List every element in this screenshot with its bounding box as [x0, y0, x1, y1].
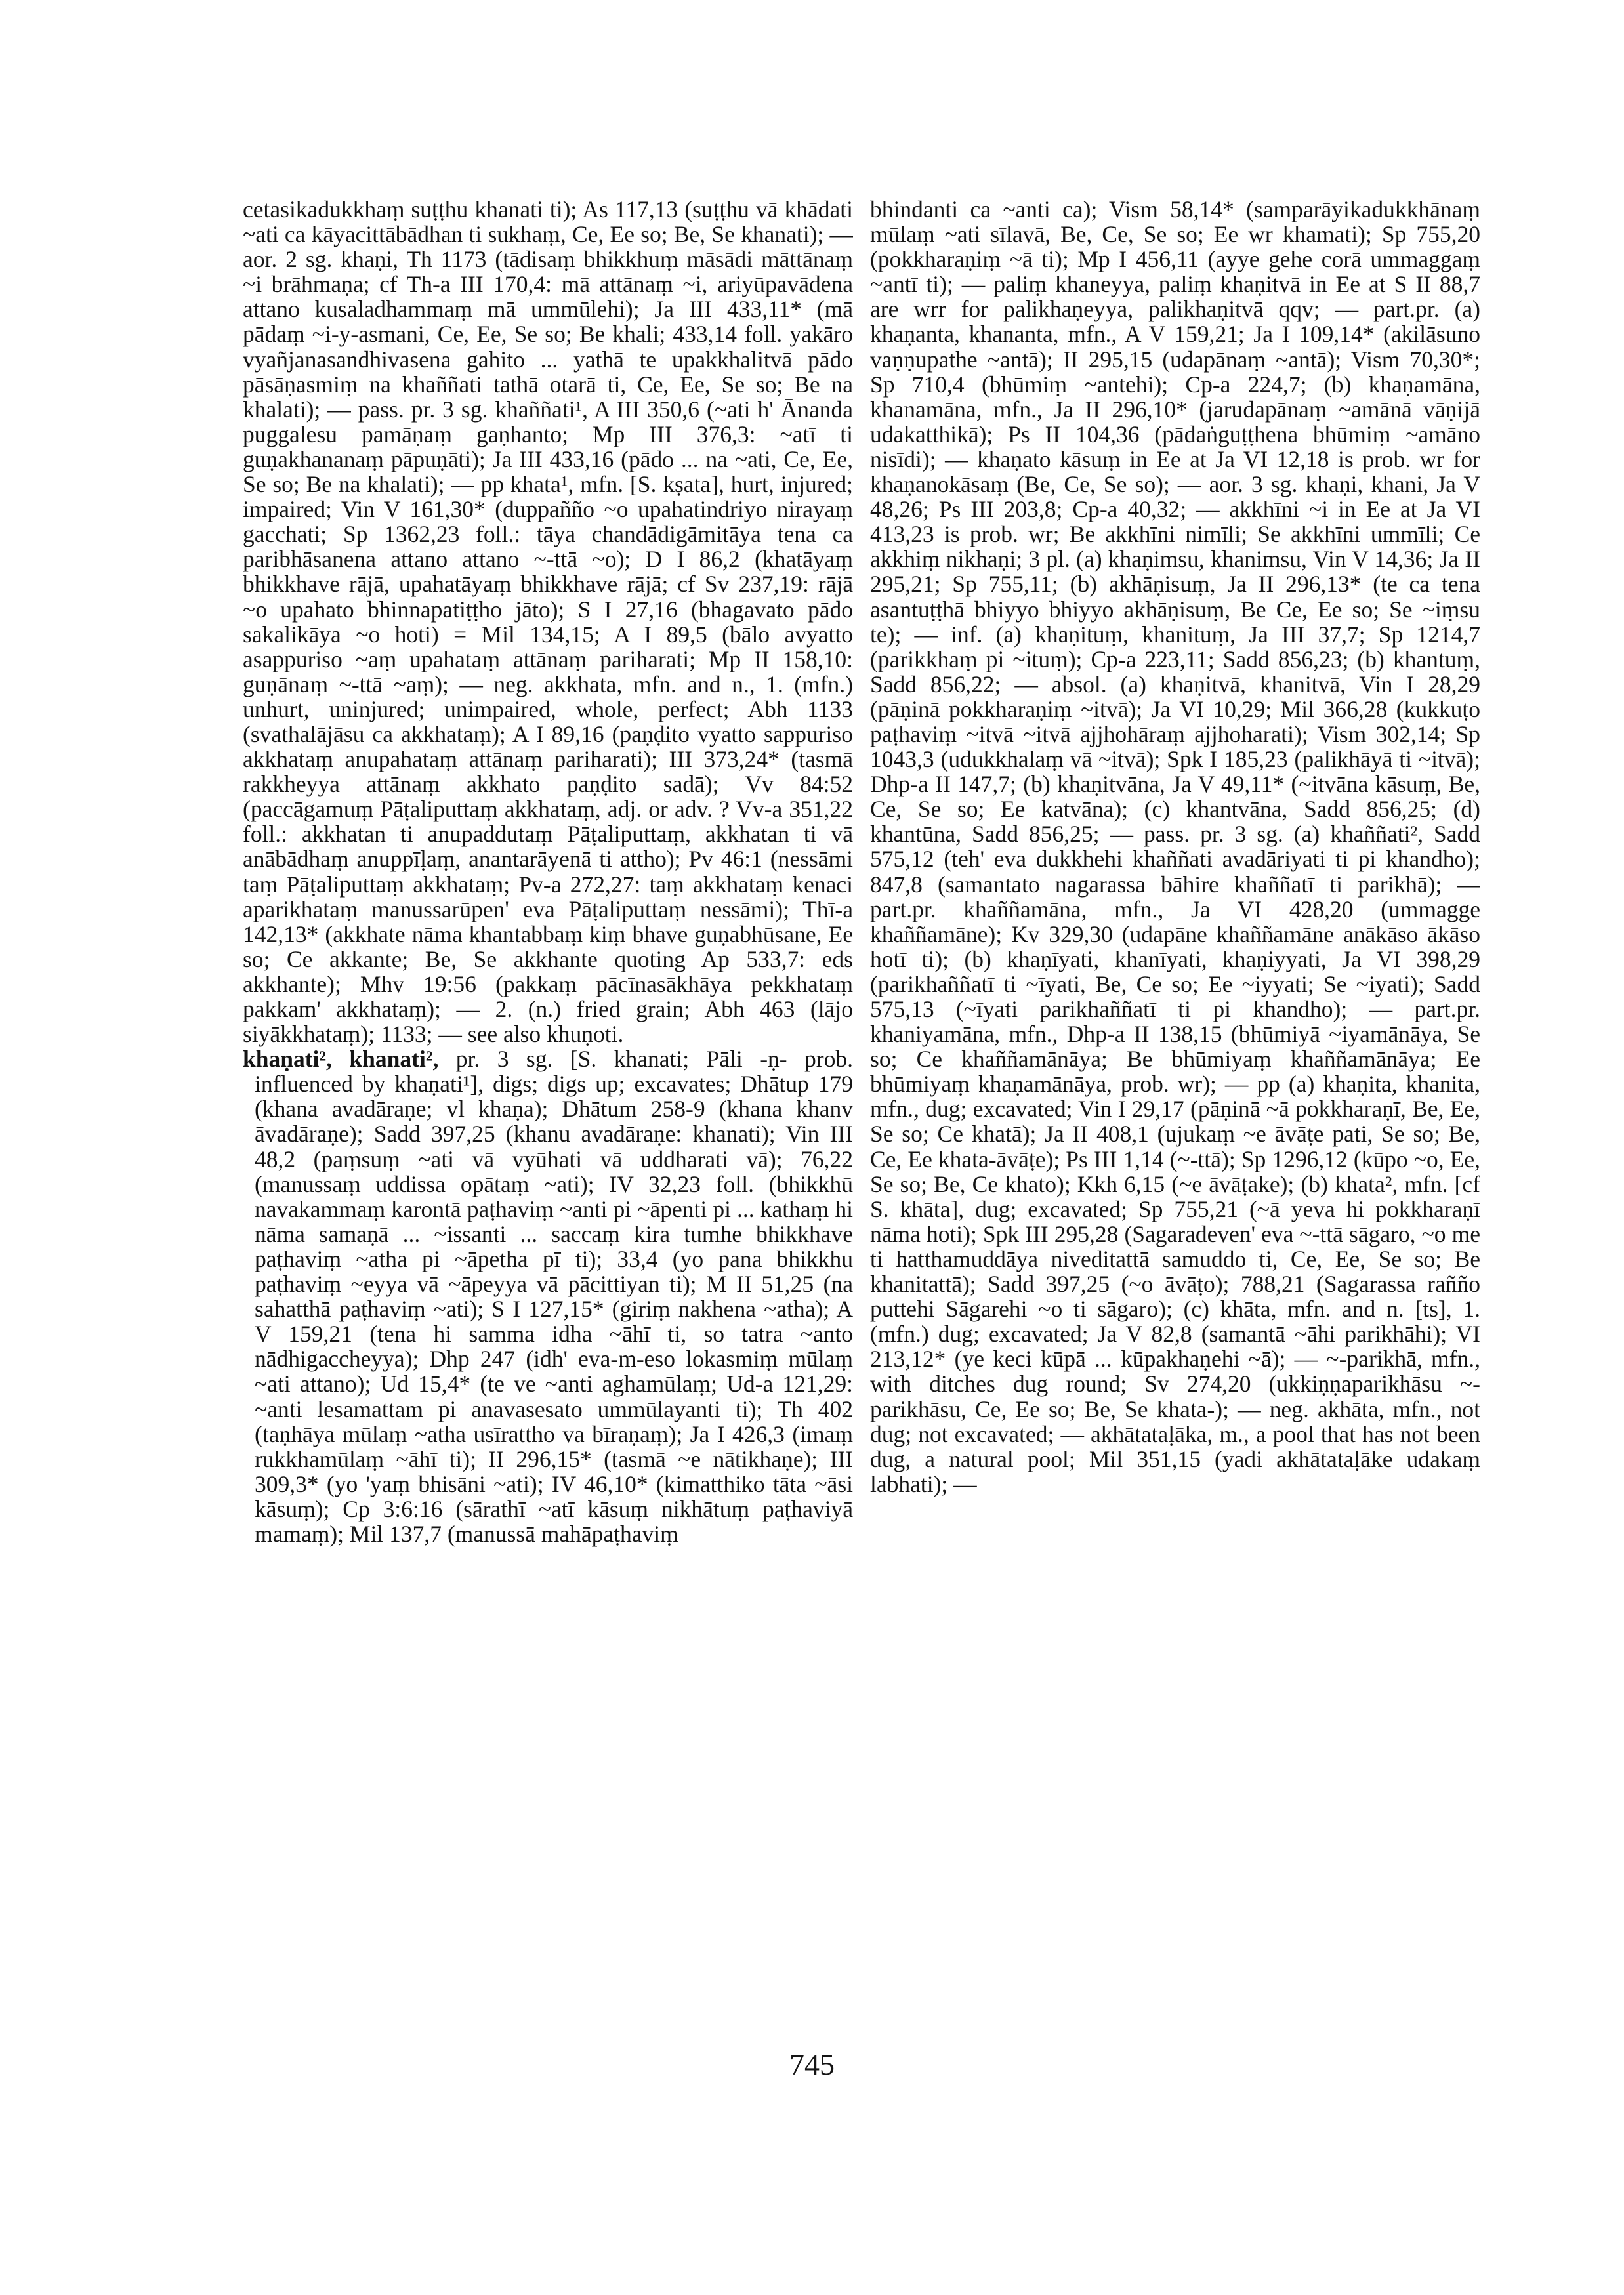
dictionary-entry	[243, 1046, 853, 1546]
entry-continuation: cetasikadukkhaṃ suṭṭhu khanati ti); As 117,13 (suṭṭhu vā khādati ~ati ca kāyacittābādhan ti sukhaṃ, Ce, Ee so; Be, Se khanati); — aor. 2 sg. khaṇi, Th 1173 (tādisaṃ bhikkhuṃ māsādi māttānaṃ ~i brāhmaṇa; cf Th-a III 170,4: mā attānaṃ ~i, ariyūpavādena attano kusaladhammaṃ mā ummūlehi); Ja III 433,11* (mā pādaṃ ~i-y-asmani, Ce, Ee, Se so; Be khali; 433,14 foll. yakāro vyañjanasandhivasena gahito ... yathā te upakkhalitvā pādo pāsāṇasmiṃ na khaññati tathā otarā ti, Ce, Ee, Se so; Be na khalati); — pass. pr. 3 sg. khaññati¹, A III 350,6 (~ati h' Ānanda puggalesu pamāṇaṃ gaṇhanto; Mp III 376,3: ~atī ti guṇakhananaṃ pāpuṇāti); Ja III 433,16 (pādo ... na ~ati, Ce, Ee, Se so; Be na khalati); — pp khata¹, mfn. [S. kṣata], hurt, injured; impaired; Vin V 161,30* (duppañño ~o upahatindriyo nirayaṃ gacchati; Sp 1362,23 foll.: tāya chandādigāmitāya tena ca paribhāsanena attano attano ~-ttā ~o); D I 86,2 (khatāyaṃ bhikkhave rājā, upahatāyaṃ bhikkhave rājā; cf Sv 237,19: rājā ~o upahato bhinnapatiṭṭho jāto); S I 27,16 (bhagavato pādo sakalikāya ~o hoti) = Mil 134,15; A I 89,5 (bālo avyatto asappuriso ~aṃ upahataṃ attānaṃ pariharati; Mp II 158,10: guṇānaṃ ~-ttā ~aṃ); — neg. akkhata, mfn. and n., 1. (mfn.) unhurt, uninjured; unimpaired, whole, perfect; Abh 1133 (svathalājāsu ca akkhataṃ); A I 89,16 (paṇḍito vyatto sappuriso akkhataṃ anupahataṃ attānaṃ pariharati); III 373,24* (tasmā rakkheyya attānaṃ akkhato paṇḍito sadā); Vv 84:52 (paccāgamuṃ Pāṭaliputtaṃ akkhataṃ, adj. or adv. ? Vv-a 351,22 foll.: akkhatan ti anupaddutaṃ Pāṭaliputtaṃ, akkhatan ti vā anābādhaṃ anuppīḷaṃ, anantarāyenā ti attho); Pv 46:1 (nessāmi taṃ Pāṭaliputtaṃ akkhataṃ; Pv-a 272,27: taṃ akkhataṃ kenaci aparikhataṃ manussarūpen' eva Pāṭaliputtaṃ nessāmi); Thī-a 142,13* (akkhate nāma khantabbaṃ kiṃ bhave guṇabhūsane, Ee so; Ce akkante; Be, Se akkhante quoting Ap 533,7: eds akkhante); Mhv 19:56 (pakkaṃ pācīnasākhāya pekkhataṃ pakkam' akkhataṃ); — 2. (n.) fried grain; Abh 463 (lājo siyākkhataṃ); 1133; — see also khuṇoti.	[243, 197, 853, 1048]
page-number: 745	[789, 2048, 835, 2081]
entry-headword: khaṇati², khanati²,	[243, 1046, 439, 1073]
entry-body: pr. 3 sg. [S. khanati; Pāli -ṇ- prob. influenced by khaṇati¹], digs; digs up; excavates; Dhātup 179 (khana avadāraṇe; vl khaṇa); Dhātum 258-9 (khana khanv āvadāraṇe); Sadd 397,25 (khanu avadāraṇe: khanati); Vin III 48,2 (paṃsuṃ ~ati vā vyūhati vā uddharati vā); 76,22 (manussaṃ uddissa opātaṃ ~ati); IV 32,23 foll. (bhikkhū navakammaṃ karontā paṭhaviṃ ~anti pi ~āpenti pi ... kathaṃ hi nāma samaṇā ... ~issanti ... saccaṃ kira tumhe bhikkhave paṭhaviṃ ~atha pi ~āpetha pī ti); 33,4 (yo pana bhikkhu paṭhaviṃ ~eyya vā ~āpeyya vā pācittiyan ti); M II 51,25 (na sahatthā paṭhaviṃ ~ati); S I 127,15* (giriṃ nakhena ~atha); A V 159,21 (tena hi samma idha ~āhī ti, so tatra ~anto nādhigaccheyya); Dhp 247 (idh' eva-m-eso lokasmiṃ mūlaṃ ~ati attano); Ud 15,4* (te ve ~anti aghamūlaṃ; Ud-a 121,29: ~anti lesamattam pi anavasesato ummūlayanti ti); Th 402 (taṇhāya mūlaṃ ~atha usīrattho va bīraṇaṃ); Ja I 426,3 (imaṃ rukkhamūlaṃ ~āhī ti); II 296,15* (tasmā ~e nātikhaṇe); III 309,3* (yo 'yaṃ bhisāni ~ati); IV 46,10* (kimatthiko tāta ~āsi kāsuṃ); Cp 3:6:16 (sārathī ~atī kāsuṃ nikhātuṃ paṭhaviyā mamaṃ); Mil 137,7 (manussā mahāpaṭhaviṃ	[255, 1046, 853, 1547]
left-column	[243, 197, 853, 1867]
entry-continuation: bhindanti ca ~anti ca); Vism 58,14* (samparāyikadukkhānaṃ mūlaṃ ~ati sīlavā, Be, Ce, Se so; Ee wr khamati); Sp 755,20 (pokkharaṇiṃ ~ā ti); Mp I 456,11 (ayye gehe corā ummaggaṃ ~antī ti); — paliṃ khaneyya, paliṃ khaṇitvā in Ee at S II 88,7 are wrr for palikhaṇeyya, palikhaṇitvā qqv; — part.pr. (a) khaṇanta, khananta, mfn., A V 159,21; Ja I 109,14* (akilāsuno vaṇṇupathe ~antā); II 295,15 (udapānaṃ ~antā); Vism 70,30*; Sp 710,4 (bhūmiṃ ~antehi); Cp-a 224,7; (b) khaṇamāna, khanamāna, mfn., Ja II 296,10* (jarudapānaṃ ~amānā vāṇijā udakatthikā); Ps II 104,36 (pādaṅguṭṭhena bhūmiṃ ~amāno nisīdi); — khaṇato kāsuṃ in Ee at Ja VI 12,18 is prob. wr for khaṇanokāsaṃ (Be, Ce, Se so); — aor. 3 sg. khaṇi, khani, Ja V 48,26; Ps III 203,8; Cp-a 40,32; — akkhīni ~i in Ee at Ja VI 413,23 is prob. wr; Be akkhīni nimīli; Se akkhīni ummīli; Ce akkhiṃ nikhaṇi; 3 pl. (a) khaṇimsu, khanimsu, Vin V 14,36; Ja II 295,21; Sp 755,11; (b) akhāṇisuṃ, Ja II 296,13* (te ca tena asantuṭṭhā bhiyyo bhiyyo akhāṇisuṃ, Be Ce, Ee so; Se ~iṃsu te); — inf. (a) khaṇituṃ, khanituṃ, Ja III 37,7; Sp 1214,7 (parikkhaṃ pi ~ituṃ); Cp-a 223,11; Sadd 856,23; (b) khantuṃ, Sadd 856,22; — absol. (a) khaṇitvā, khanitvā, Vin I 28,29 (pāṇinā pokkharaṇiṃ ~itvā); Ja VI 10,29; Mil 366,28 (kukkuṭo paṭhaviṃ ~itvā ~itvā ajjhohāraṃ ajjhoharati); Vism 302,14; Sp 1043,3 (udukkhalaṃ vā ~itvā); Spk I 185,23 (palikhāyā ti ~itvā); Dhp-a II 147,7; (b) khaṇitvāna, Ja V 49,11* (~itvāna kāsuṃ, Be, Ce, Se so; Ee katvāna); (c) khantvāna, Sadd 856,25; (d) khantūna, Sadd 856,25; — pass. pr. 3 sg. (a) khaññati², Sadd 575,12 (teh' eva dukkhehi khaññati avadāriyati ti pi khandho); 847,8 (samantato nagarassa bāhire khaññatī ti parikhā); — part.pr. khaññamāna, mfn., Ja VI 428,20 (ummagge khaññamāne); Kv 329,30 (udapāne khaññamāne anākāso ākāso hotī ti); (b) khaṇīyati, khanīyati, khaṇiyyati, Ja VI 398,29 (parikhaññatī ti ~īyati, Be, Ce so; Ee ~iyyati; Se ~iyati); Sadd 575,13 (~īyati parikhaññatī ti pi khandho); — part.pr. khaniyamāna, mfn., Dhp-a II 138,15 (bhūmiyā ~iyamānāya, Se so; Ce khaññamānāya; Be bhūmiyaṃ khaññamānāya; Ee bhūmiyaṃ khaṇamānāya, prob. wr); — pp (a) khaṇita, khanita, mfn., dug; excavated; Vin I 29,17 (pāṇinā ~ā pokkharaṇī, Be, Ee, Se so; Ce khatā); Ja II 408,1 (ujukaṃ ~e āvāṭe pati, Se so; Be, Ce, Ee khata-āvāṭe); Ps III 1,14 (~-ttā); Sp 1296,12 (kūpo ~o, Ee, Se so; Be, Ce khato); Kkh 6,15 (~e āvāṭake); (b) khata², mfn. [cf S. khāta], dug; excavated; Sp 755,21 (~ā yeva hi pokkharaṇī nāma hoti); Spk III 295,28 (Sagaradeven' eva ~-ttā sāgaro, ~o me ti hatthamuddāya niveditattā samuddo ti, Ce, Ee, Se so; Be khanitattā); Sadd 397,25 (~o āvāṭo); 788,21 (Sagarassa rañño puttehi Sāgarehi ~o ti sāgaro); (c) khāta, mfn. and n. [ts], 1. (mfn.) dug; excavated; Ja V 82,8 (samantā ~āhi parikhāhi); VI 213,12* (ye keci kūpā ... kūpakhaṇehi ~ā); — ~-parikhā, mfn., with ditches dug round; Sv 274,20 (ukkiṇṇaparikhāsu ~-parikhāsu, Ce, Ee so; Be, Se khata-); — neg. akhāta, mfn., not dug; not excavated; — akhātataḷāka, m., a pool that has not been dug, a natural pool; Mil 351,15 (yadi akhātataḷāke udakaṃ labhati); —	[870, 197, 1480, 1497]
right-column	[870, 197, 1480, 1873]
